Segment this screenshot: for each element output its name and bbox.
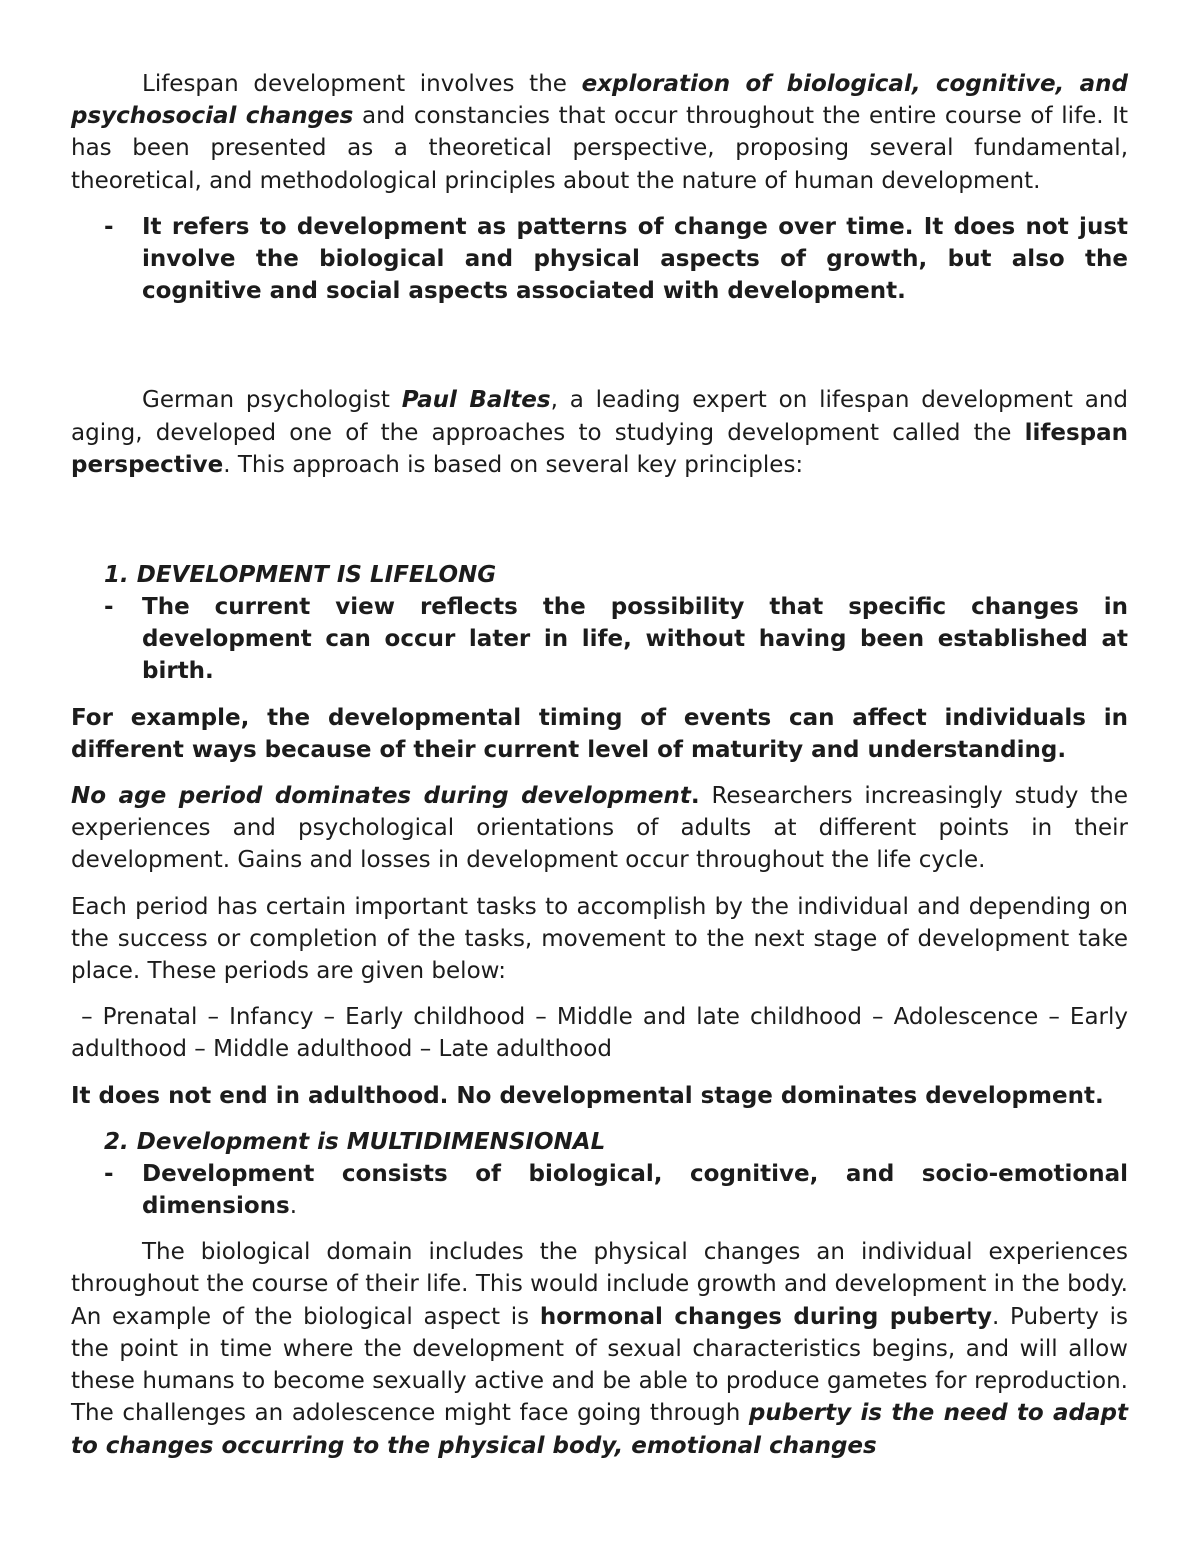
intro-text-1: Lifespan development involves the (142, 71, 582, 97)
baltes-text-2: , a leading expert on lifespan development and aging, developed one of the approaches to studying development called the (71, 387, 1129, 446)
biological-text-2: . Puberty is the point in time where the development of sexual characteristics begins, and will allow these humans to become sexually active and be able to produce gametes for reproduction. The challenges an adolescence might face going through (71, 1303, 1129, 1427)
example-paragraph: For example, the developmental timing of events can affect individuals in different ways because of their current level of maturity and understanding. (71, 704, 1128, 763)
intro-emphasis: exploration of biological, cognitive, and psychosocial changes (71, 71, 1128, 130)
periods-list: – Prenatal – Infancy – Early childhood – Middle and late childhood – Adolescence – Early adulthood – Middle adulthood – Late adulthood (71, 1004, 1136, 1063)
principle-1-heading: 1. DEVELOPMENT IS LIFELONG (104, 562, 497, 589)
puberty-emphasis: puberty is the need to adapt to changes occurring to the physical body, emotional changes (71, 1400, 1128, 1459)
biological-text-1: The biological domain includes the physical changes an individual experiences throughout the course of their life. This would include growth and development in the body. An example of the biological aspect is (71, 1239, 1128, 1330)
bullet-dash: - (104, 594, 114, 621)
baltes-text-1: German psychologist (142, 387, 402, 414)
baltes-paragraph (71, 384, 1128, 481)
age-period-text: Researchers increasingly study the experiences and psychological orientations of adults at different points in their development. Gains and losses in development occur throughout the life cycle. (71, 783, 1128, 874)
document-page (71, 68, 1136, 1462)
principle-2-heading: 2. Development is MULTIDIMENSIONAL (104, 1128, 606, 1155)
principle-2-bullet-period: . (289, 1193, 298, 1220)
principle-1-bullet (71, 591, 1128, 688)
periods-paragraph: Each period has certain important tasks to accomplish by the individual and depending on the success or completion of the tasks, movement to the next stage of development take place. These periods are given below: (71, 893, 1128, 985)
intro-paragraph (71, 68, 1128, 197)
principle-2-bullet-text: Development consists of biological, cognitive, and socio-emotional dimensions (142, 1160, 1128, 1220)
bullet-dash: - (104, 213, 114, 240)
age-period-paragraph (71, 780, 1128, 877)
intro-text-2: and constancies that occur throughout the entire course of life. It has been presented as a theoretical perspective, proposing several fundamental, theoretical, and methodological principles about the nature of human development. (71, 103, 1128, 194)
hormonal-changes-term: hormonal changes during puberty (539, 1303, 992, 1330)
not-end-statement: It does not end in adulthood. No developmental stage dominates development. (71, 1082, 1104, 1109)
lifespan-perspective-term: lifespan perspective (71, 419, 1128, 478)
age-period-emphasis: No age period dominates during development (71, 783, 691, 810)
baltes-text-3: . This approach is based on several key principles: (223, 451, 804, 478)
bullet-dash: - (104, 1160, 114, 1187)
definition-bullet-text: It refers to development as patterns of change over time. It does not just involve the biological and physical aspects of growth, but also the cognitive and social aspects associated with development. (142, 213, 1128, 305)
principle-2-bullet (71, 1158, 1128, 1222)
definition-bullet (71, 211, 1128, 308)
biological-domain-paragraph (71, 1236, 1128, 1461)
age-period-period: . (690, 783, 700, 810)
baltes-name: Paul Baltes (401, 387, 551, 414)
principle-1-bullet-text: The current view reflects the possibility that specific changes in development can occur later in life, without having been established at birth. (142, 594, 1128, 685)
